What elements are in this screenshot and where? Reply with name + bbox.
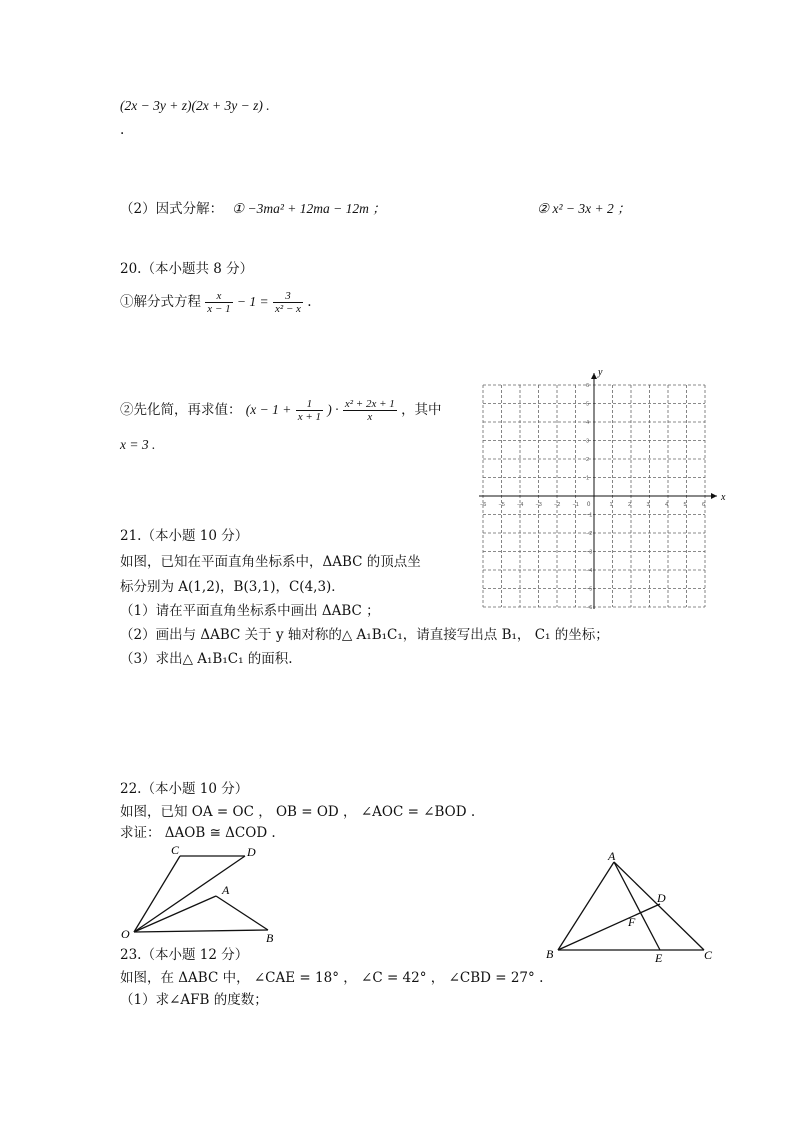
expression-line: (2x − 3y + z)(2x + 3y − z) . xyxy=(120,98,270,113)
q20-title: 20.（本小题共 8 分） xyxy=(120,261,254,277)
point-label-F: F xyxy=(628,915,636,929)
x-tick-label: −1 xyxy=(572,502,579,508)
y-tick-label: −6 xyxy=(586,605,593,611)
q21-line2: 标分别为 A(1,2)，B(3,1)，C(4,3)． xyxy=(120,579,345,595)
fraction-denominator: x² − x xyxy=(274,303,301,315)
q21-sub1: （1）请在平面直角坐标系中画出 ΔABC ； xyxy=(120,603,380,619)
point-label-E: E xyxy=(655,951,663,965)
q20-part2 xyxy=(120,398,442,423)
y-tick-label: −2 xyxy=(586,531,593,537)
fraction-numerator: x² + 2x + 1 xyxy=(344,398,395,410)
x-tick-label: −3 xyxy=(535,502,542,508)
equation-middle: − 1 = xyxy=(236,294,269,309)
point-label-A: A xyxy=(608,849,616,863)
point-label-B: B xyxy=(266,931,274,945)
x-tick-label: −4 xyxy=(517,502,524,508)
point-label-O: O xyxy=(121,927,130,941)
fraction-denominator: x xyxy=(343,410,397,423)
q21-line1: 如图，已知在平面直角坐标系中，ΔABC 的顶点坐 xyxy=(120,554,421,570)
fraction-numerator: x xyxy=(216,290,222,302)
fraction xyxy=(296,398,323,423)
y-tick-label: 2 xyxy=(586,457,590,463)
fraction-denominator: x + 1 xyxy=(297,411,321,423)
y-tick-label: 5 xyxy=(586,401,590,408)
point-label-A: A xyxy=(222,883,230,897)
fraction-denominator: x − 1 xyxy=(207,303,231,315)
segment-AC xyxy=(614,862,704,950)
q20-part1 xyxy=(120,290,312,315)
q23-line1: 如图，在 ΔABC 中， ∠CAE = 18° ， ∠C = 42° ， ∠CBD = 27° . xyxy=(120,970,544,986)
q22-title: 22.（本小题 10 分） xyxy=(120,781,249,797)
x-tick-label: 6 xyxy=(702,502,706,508)
q22-line1: 如图，已知 OA = OC ， OB = OD ， ∠AOC = ∠BOD . xyxy=(120,804,476,820)
figure-23 xyxy=(544,848,724,968)
condition-text: ，其中 xyxy=(401,402,442,418)
y-tick-label: −5 xyxy=(586,586,593,593)
x-tick-label: 3 xyxy=(646,502,650,508)
x-tick-label: −2 xyxy=(554,502,561,508)
factor-part-2: ② x² − 3x + 2 ； xyxy=(537,201,631,216)
expr-close: ) · xyxy=(327,402,339,417)
figure-22 xyxy=(118,840,298,950)
segment-OC xyxy=(134,856,180,932)
point-label-C: C xyxy=(171,843,180,857)
segment-OA xyxy=(134,896,216,932)
y-tick-label: −4 xyxy=(586,568,593,574)
point-label-D: D xyxy=(247,845,256,859)
fraction xyxy=(273,290,303,315)
factor-part-1: ① −3ma² + 12ma − 12m ； xyxy=(232,201,386,216)
y-tick-label: 3 xyxy=(586,438,590,445)
fraction-numerator: 1 xyxy=(306,398,313,410)
coordinate-grid xyxy=(480,367,732,611)
period: . xyxy=(307,294,312,310)
q21-title: 21.（本小题 10 分） xyxy=(120,528,249,544)
x-tick-label: 4 xyxy=(665,502,669,508)
q21-sub3: （3）求出△ A₁B₁C₁ 的面积. xyxy=(120,651,293,667)
point-label-B: B xyxy=(546,947,554,961)
x-tick-label: −6 xyxy=(480,502,487,508)
fraction xyxy=(343,398,397,423)
expr-open: (x − 1 + xyxy=(245,402,292,417)
q23-sub1: （1）求∠AFB 的度数； xyxy=(120,992,268,1008)
y-tick-label: 1 xyxy=(586,475,590,482)
stray-dot: . xyxy=(120,122,125,138)
q23-title: 23.（本小题 12 分） xyxy=(120,947,249,963)
y-tick-label: −3 xyxy=(586,549,593,556)
y-tick-label: 4 xyxy=(586,420,590,426)
y-tick-label: 6 xyxy=(586,383,590,389)
q20-part2-text: ②先化简，再求值： xyxy=(120,402,242,418)
y-axis-label: y xyxy=(598,367,603,378)
y-axis-arrow xyxy=(591,373,597,379)
segment-AE xyxy=(614,862,660,950)
q22-line2: 求证： ΔAOB ≅ ΔCOD . xyxy=(120,825,276,841)
segment-AB xyxy=(216,896,268,930)
x-tick-label: 2 xyxy=(628,502,632,508)
point-label-D: D xyxy=(657,891,666,905)
x-tick-label: 1 xyxy=(609,502,613,508)
q20-part2-value: x = 3 . xyxy=(120,437,156,452)
x-axis-arrow xyxy=(711,493,717,499)
factor-label: （2）因式分解： xyxy=(120,201,224,217)
fraction-numerator: 3 xyxy=(285,290,291,302)
q21-sub2: （2）画出与 ΔABC 关于 y 轴对称的△ A₁B₁C₁，请直接写出点 B₁， C₁ 的坐标； xyxy=(120,627,609,643)
x-tick-label: −5 xyxy=(498,502,505,508)
fraction xyxy=(205,290,232,315)
q20-part1-text: ①解分式方程 xyxy=(120,294,201,310)
x-tick-label: 5 xyxy=(683,502,687,508)
segment-OB xyxy=(134,930,268,932)
y-tick-label: −1 xyxy=(586,512,593,519)
point-label-C: C xyxy=(704,948,713,962)
x-axis-label: x xyxy=(721,492,726,503)
origin-label: 0 xyxy=(587,502,591,508)
